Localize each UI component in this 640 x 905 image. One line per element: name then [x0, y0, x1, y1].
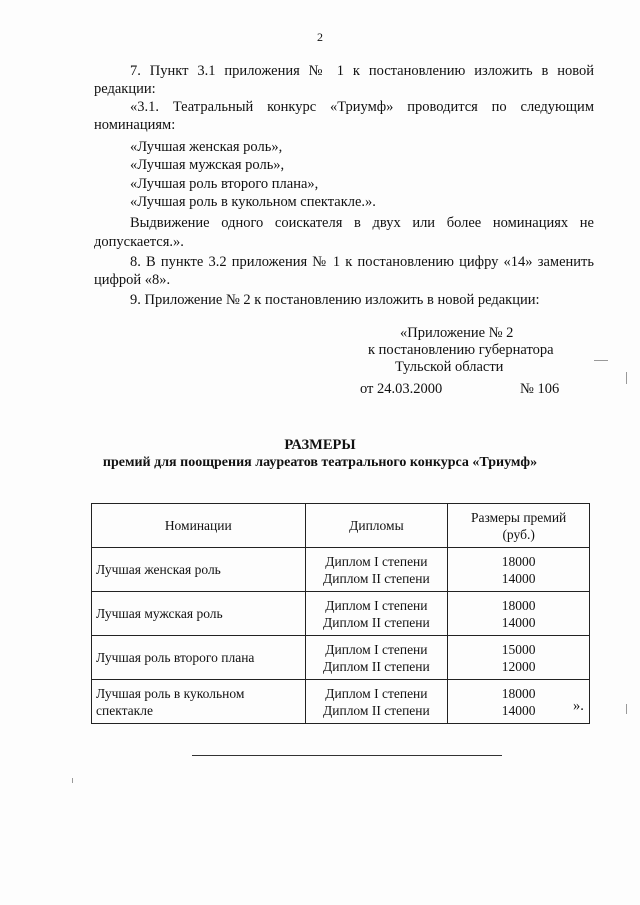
prize-1: 18000	[501, 553, 536, 569]
diploma-2: Диплом II степени	[323, 614, 430, 630]
header-diplomas: Дипломы	[305, 504, 448, 548]
diploma-cell	[305, 592, 448, 636]
rule-line-1: Выдвижение одного соискателя в двух или более номинациях не	[130, 215, 594, 231]
header-prizes-line-2: (руб.)	[502, 526, 535, 542]
nomination-2: «Лучшая мужская роль»,	[130, 157, 285, 173]
heading-title: РАЗМЕРЫ	[284, 437, 356, 453]
prize-2: 14000	[501, 702, 536, 718]
nomination-cell: Лучшая мужская роль	[92, 592, 306, 636]
item-3-1-line-2: номинациям:	[94, 117, 176, 133]
item-3-1-line-1: «3.1. Театральный конкурс «Триумф» проводится по следующим	[130, 99, 594, 115]
prize-2: 14000	[501, 614, 536, 630]
scan-artifact	[594, 360, 608, 361]
appendix-line-3: Тульской области	[395, 359, 504, 375]
header-nominations: Номинации	[92, 504, 306, 548]
page-number: 2	[317, 30, 323, 44]
table-row	[92, 636, 590, 680]
diploma-cell	[305, 548, 448, 592]
item-7-line-2: редакции:	[94, 81, 156, 97]
diploma-1: Диплом I степени	[325, 597, 428, 613]
prize-cell	[448, 680, 590, 724]
end-divider	[192, 755, 502, 756]
prize-2: 14000	[501, 570, 536, 586]
header-prizes-line-1: Размеры премий	[470, 509, 567, 525]
nomination-cell: Лучшая роль второго плана	[92, 636, 306, 680]
prize-1: 15000	[501, 641, 536, 657]
nomination-1: «Лучшая женская роль»,	[130, 139, 283, 155]
nomination-3: «Лучшая роль второго плана»,	[130, 176, 319, 192]
prize-table	[91, 503, 590, 724]
scan-artifact	[72, 778, 73, 783]
prize-cell	[448, 636, 590, 680]
item-8-line-2: цифрой «8».	[94, 272, 171, 288]
nomination-cell: Лучшая женская роль	[92, 548, 306, 592]
rule-line-2: допускается.».	[94, 234, 184, 250]
diploma-1: Диплом I степени	[325, 685, 428, 701]
nomination-4: «Лучшая роль в кукольном спектакле.».	[130, 194, 376, 210]
prize-cell	[448, 548, 590, 592]
diploma-2: Диплом II степени	[323, 702, 430, 718]
prize-2: 12000	[501, 658, 536, 674]
diploma-1: Диплом I степени	[325, 553, 428, 569]
prize-1: 18000	[501, 685, 536, 701]
appendix-date: от 24.03.2000	[360, 381, 443, 397]
appendix-number: № 106	[520, 381, 560, 397]
prize-cell	[448, 592, 590, 636]
item-9: 9. Приложение № 2 к постановлению изложить в новой редакции:	[130, 292, 540, 308]
diploma-1: Диплом I степени	[325, 641, 428, 657]
diploma-cell	[305, 680, 448, 724]
diploma-2: Диплом II степени	[323, 658, 430, 674]
table-row	[92, 592, 590, 636]
item-7-line-1: 7. Пункт 3.1 приложения № 1 к постановлению изложить в новой	[130, 63, 594, 79]
table-header-row	[92, 504, 590, 548]
appendix-line-2: к постановлению губернатора	[368, 342, 554, 358]
heading-subtitle: премий для поощрения лауреатов театрального конкурса «Триумф»	[102, 455, 538, 470]
header-prizes	[448, 504, 590, 548]
table-row	[92, 680, 590, 724]
diploma-2: Диплом II степени	[323, 570, 430, 586]
nomination-cell: Лучшая роль в кукольном спектакле	[92, 680, 306, 724]
closing-quote: ».	[573, 698, 584, 714]
prize-1: 18000	[501, 597, 536, 613]
item-8-line-1: 8. В пункте 3.2 приложения № 1 к постановлению цифру «14» заменить	[130, 254, 594, 270]
scan-artifact	[626, 372, 627, 384]
diploma-cell	[305, 636, 448, 680]
table-row	[92, 548, 590, 592]
scan-artifact	[626, 704, 627, 714]
appendix-line-1: «Приложение № 2	[400, 325, 514, 341]
